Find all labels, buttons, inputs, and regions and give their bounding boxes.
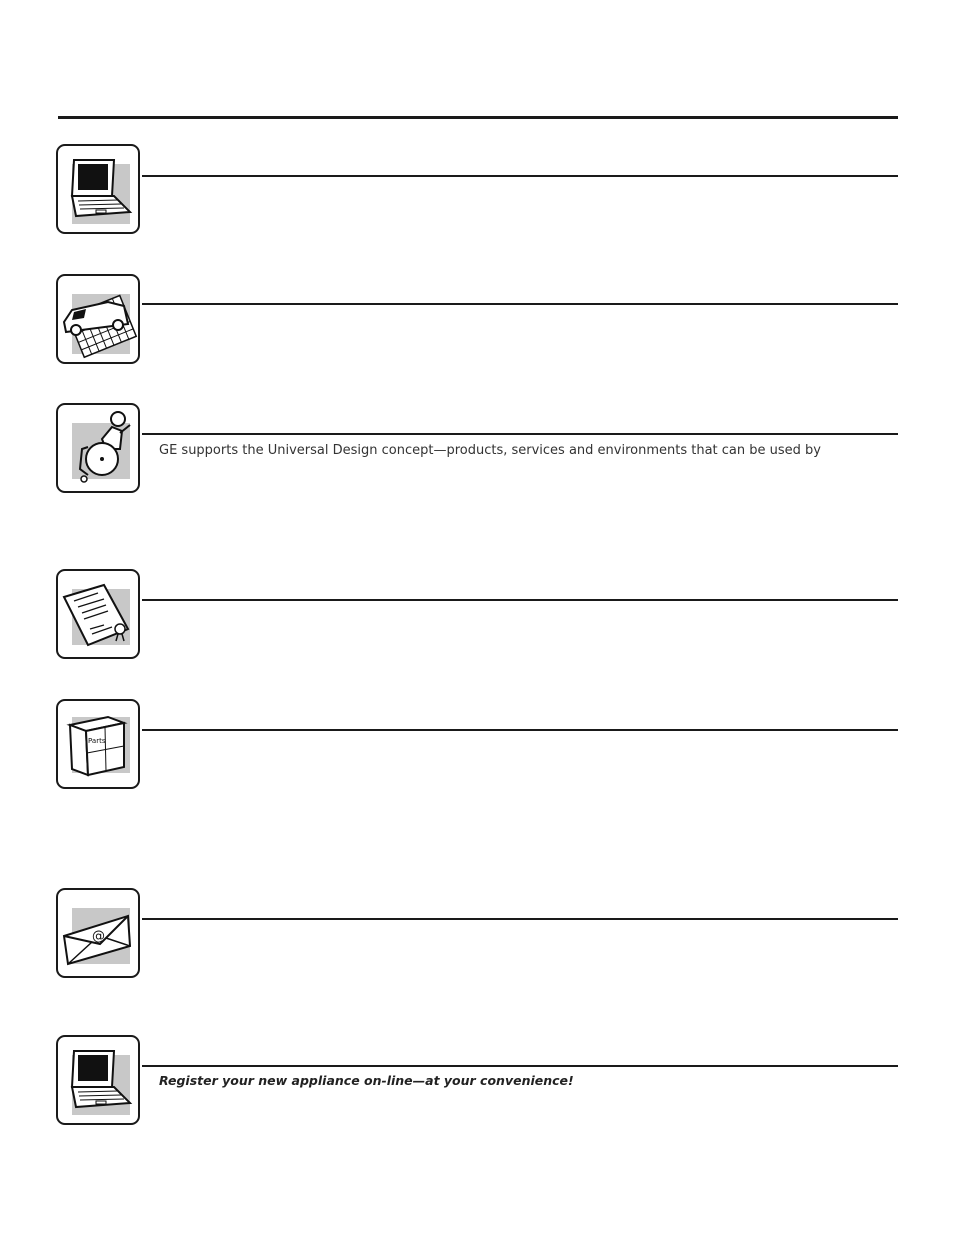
section-rule bbox=[142, 433, 898, 435]
laptop-icon[interactable] bbox=[56, 144, 140, 234]
section-rule bbox=[142, 175, 898, 177]
section-schedule-service bbox=[56, 274, 898, 368]
box-label: Parts bbox=[88, 737, 106, 745]
parts-box-icon[interactable] bbox=[56, 699, 140, 789]
section-rule bbox=[142, 599, 898, 601]
top-rule bbox=[58, 116, 898, 119]
section-extended-warranty bbox=[56, 569, 898, 663]
envelope-at-symbol: @ bbox=[92, 929, 105, 944]
section-real-life-design bbox=[56, 403, 898, 497]
laptop-icon[interactable] bbox=[56, 1035, 140, 1125]
section-register-appliance bbox=[56, 1035, 898, 1129]
section-text: GE supports the Universal Design concept—products, services and environments that can be used by bbox=[159, 443, 821, 458]
section-rule bbox=[142, 303, 898, 305]
section-online-service bbox=[56, 144, 898, 238]
section-contact-us bbox=[56, 888, 898, 982]
register-online-text: Register your new appliance on-line—at your convenience! bbox=[159, 1073, 574, 1088]
section-rule bbox=[142, 918, 898, 920]
section-parts-accessories bbox=[56, 699, 898, 793]
email-envelope-icon[interactable] bbox=[56, 888, 140, 978]
delivery-van-calendar-icon[interactable] bbox=[56, 274, 140, 364]
certificate-icon[interactable] bbox=[56, 569, 140, 659]
section-rule bbox=[142, 729, 898, 731]
wheelchair-icon[interactable] bbox=[56, 403, 140, 493]
section-rule bbox=[142, 1065, 898, 1067]
